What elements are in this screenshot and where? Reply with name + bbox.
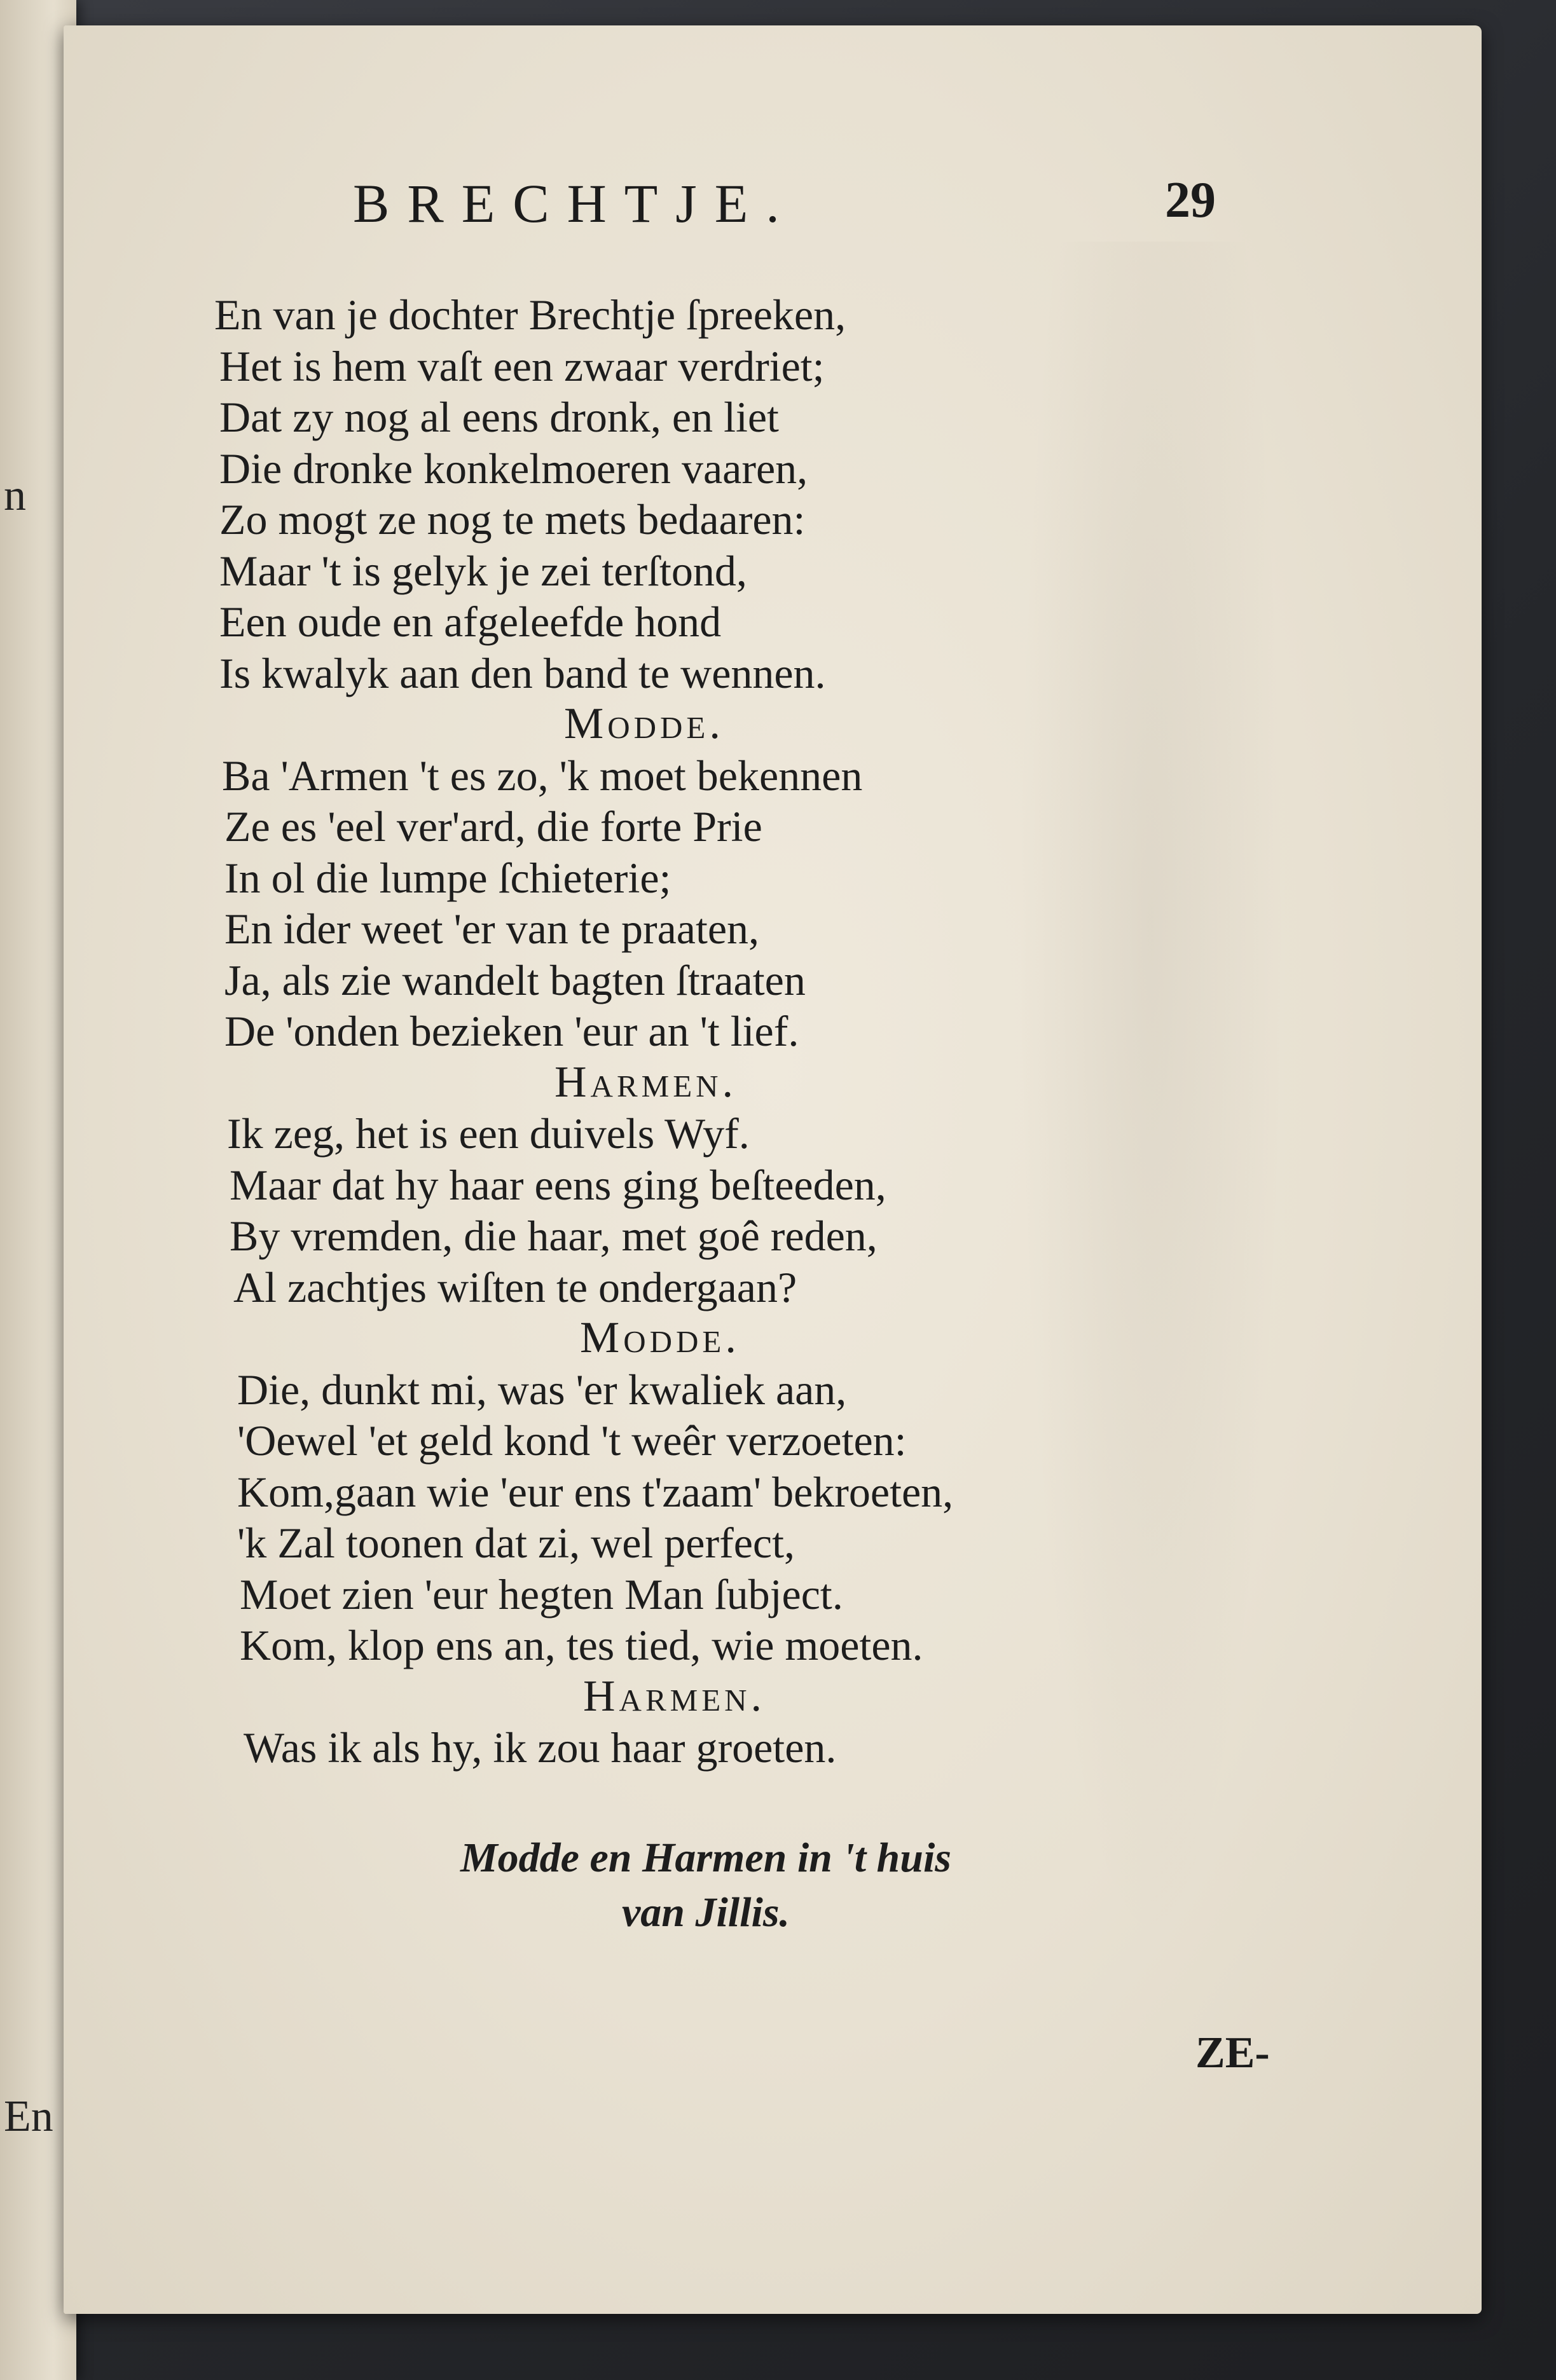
verse-line: Die, dunkt mi, was 'er kwaliek aan, bbox=[237, 1365, 847, 1414]
speaker-name: Harmen. bbox=[583, 1671, 766, 1721]
verse-line: De 'onden bezieken 'eur an 't lief. bbox=[224, 1007, 799, 1055]
verse-line: Ze es 'eel ver'ard, die forte Prie bbox=[224, 802, 762, 851]
verse-line: Kom,gaan wie 'eur ens t'zaam' bekroeten, bbox=[237, 1467, 954, 1516]
stage-direction-line: van Jillis. bbox=[621, 1889, 790, 1936]
verse-line: 'Oewel 'et geld kond 't weêr verzoeten: bbox=[237, 1416, 907, 1465]
stage-direction bbox=[356, 1831, 1056, 1940]
verse-line: Kom, klop ens an, tes tied, wie moeten. bbox=[240, 1621, 923, 1669]
page-number: 29 bbox=[1165, 172, 1216, 228]
verse-line: Ba 'Armen 't es zo, 'k moet bekennen bbox=[222, 751, 863, 800]
verse-line: Maar dat hy haar eens ging beſteeden, bbox=[230, 1160, 886, 1209]
speaker-name: Modde. bbox=[580, 1313, 740, 1362]
verse-line: 'k Zal toonen dat zi, wel perfect, bbox=[237, 1519, 795, 1567]
verse-line: En van je dochter Brechtje ſpreeken, bbox=[214, 291, 846, 339]
speaker-name: Modde. bbox=[564, 699, 724, 748]
verse-line: By vremden, die haar, met goê reden, bbox=[230, 1212, 878, 1260]
verse-text bbox=[214, 289, 1232, 1774]
verse-line: Het is hem vaſt een zwaar verdriet; bbox=[219, 341, 825, 390]
verse-line: Was ik als hy, ik zou haar groeten. bbox=[244, 1723, 837, 1772]
verse-line: Is kwalyk aan den band te wennen. bbox=[219, 648, 826, 697]
left-page-fragment-top: n bbox=[4, 471, 26, 520]
verse-line: Zo mogt ze nog te mets bedaaren: bbox=[219, 495, 806, 544]
stage-direction-line: Modde en Harmen in 't huis bbox=[460, 1835, 951, 1881]
verse-line: Die dronke konkelmoeren vaaren, bbox=[219, 444, 808, 493]
verse-line: Moet zien 'eur hegten Man ſubject. bbox=[240, 1570, 843, 1618]
left-page-fragment-bottom: En bbox=[4, 2092, 53, 2141]
catchword: ZE- bbox=[1195, 2028, 1270, 2077]
verse-line: Maar 't is gelyk je zei terſtond, bbox=[219, 546, 747, 595]
verse-line: Een oude en afgeleefde hond bbox=[219, 598, 722, 646]
verse-line: En ider weet 'er van te praaten, bbox=[224, 905, 760, 953]
speaker-name: Harmen. bbox=[554, 1057, 738, 1107]
verse-line: Al zachtjes wiſten te ondergaan? bbox=[233, 1262, 797, 1311]
verse-line: Ja, als zie wandelt bagten ſtraaten bbox=[224, 955, 806, 1004]
verse-line: Dat zy nog al eens dronk, en liet bbox=[219, 393, 779, 441]
verse-line: In ol die lumpe ſchieterie; bbox=[224, 853, 671, 902]
verse-line: Ik zeg, het is een duivels Wyf. bbox=[227, 1109, 750, 1158]
running-title: BRECHTJE. bbox=[353, 173, 797, 234]
